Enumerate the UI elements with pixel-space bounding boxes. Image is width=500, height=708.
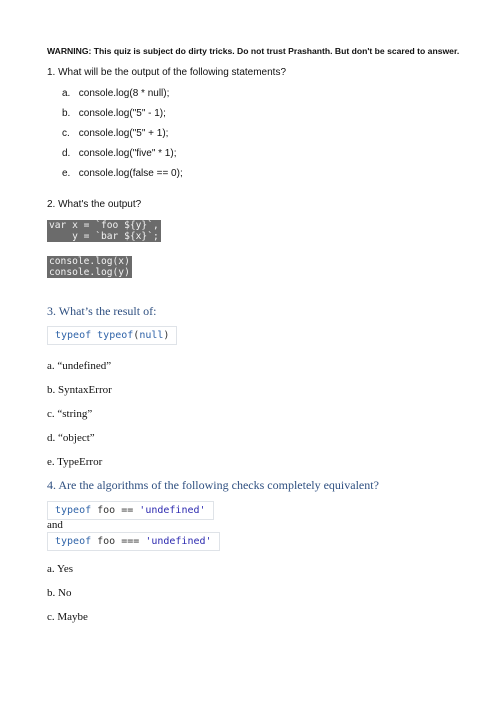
question-1-title: 1. What will be the output of the following statements?: [47, 67, 287, 78]
question-4-code-1: [47, 501, 214, 520]
question-1-item-d: [62, 148, 176, 159]
code-block-declarations: var x = `foo ${y}`, y = `bar ${x}`;: [49, 220, 159, 242]
question-3-option-a: a. “undefined”: [47, 360, 112, 372]
and-label: and: [47, 519, 63, 531]
item-letter: c.: [62, 128, 70, 139]
code-string: 'undefined': [139, 505, 206, 516]
code-keyword: typeof: [55, 505, 92, 516]
item-code: console.log("5" - 1);: [78, 108, 166, 119]
question-1-item-c: [62, 128, 168, 139]
item-code: console.log("five" * 1);: [78, 148, 177, 159]
question-4-option-c: c. Maybe: [47, 611, 88, 623]
question-2-title: 2. What's the output?: [47, 199, 142, 210]
warning-text: WARNING: This quiz is subject do dirty tricks. Do not trust Prashanth. But don't be scared to answer.: [47, 46, 460, 56]
question-3-option-e: e. TypeError: [47, 456, 103, 468]
code-text: foo ==: [91, 505, 140, 516]
item-letter: e.: [62, 168, 71, 179]
question-3-title: 3. What’s the result of:: [47, 304, 157, 318]
question-4-title: 4. Are the algorithms of the following checks completely equivalent?: [47, 478, 379, 492]
question-4-option-a: a. Yes: [47, 563, 73, 575]
code-null: null: [139, 330, 164, 341]
question-1-item-a: [62, 88, 169, 99]
item-code: console.log(8 * null);: [78, 88, 170, 99]
code-paren: ): [163, 330, 170, 341]
question-4-code-2: [47, 532, 220, 551]
code-string: 'undefined': [145, 536, 212, 547]
item-letter: b.: [62, 108, 71, 119]
question-1-item-b: [62, 108, 166, 119]
code-paren: (: [133, 330, 140, 341]
code-keyword: typeof: [97, 330, 134, 341]
question-4-option-b: b. No: [47, 587, 72, 599]
question-3-option-b: b. SyntaxError: [47, 384, 112, 396]
item-code: console.log(false == 0);: [78, 168, 183, 179]
question-3-option-d: d. “object”: [47, 432, 95, 444]
question-3-code: [47, 326, 177, 345]
item-code: console.log("5" + 1);: [78, 128, 169, 139]
code-block-console: console.log(x) console.log(y): [49, 256, 130, 278]
code-keyword: typeof: [55, 330, 92, 341]
question-3-option-c: c. “string”: [47, 408, 93, 420]
code-text: foo ===: [91, 536, 146, 547]
question-1-item-e: [62, 168, 183, 179]
item-letter: d.: [62, 148, 71, 159]
item-letter: a.: [62, 88, 71, 99]
code-keyword: typeof: [55, 536, 92, 547]
